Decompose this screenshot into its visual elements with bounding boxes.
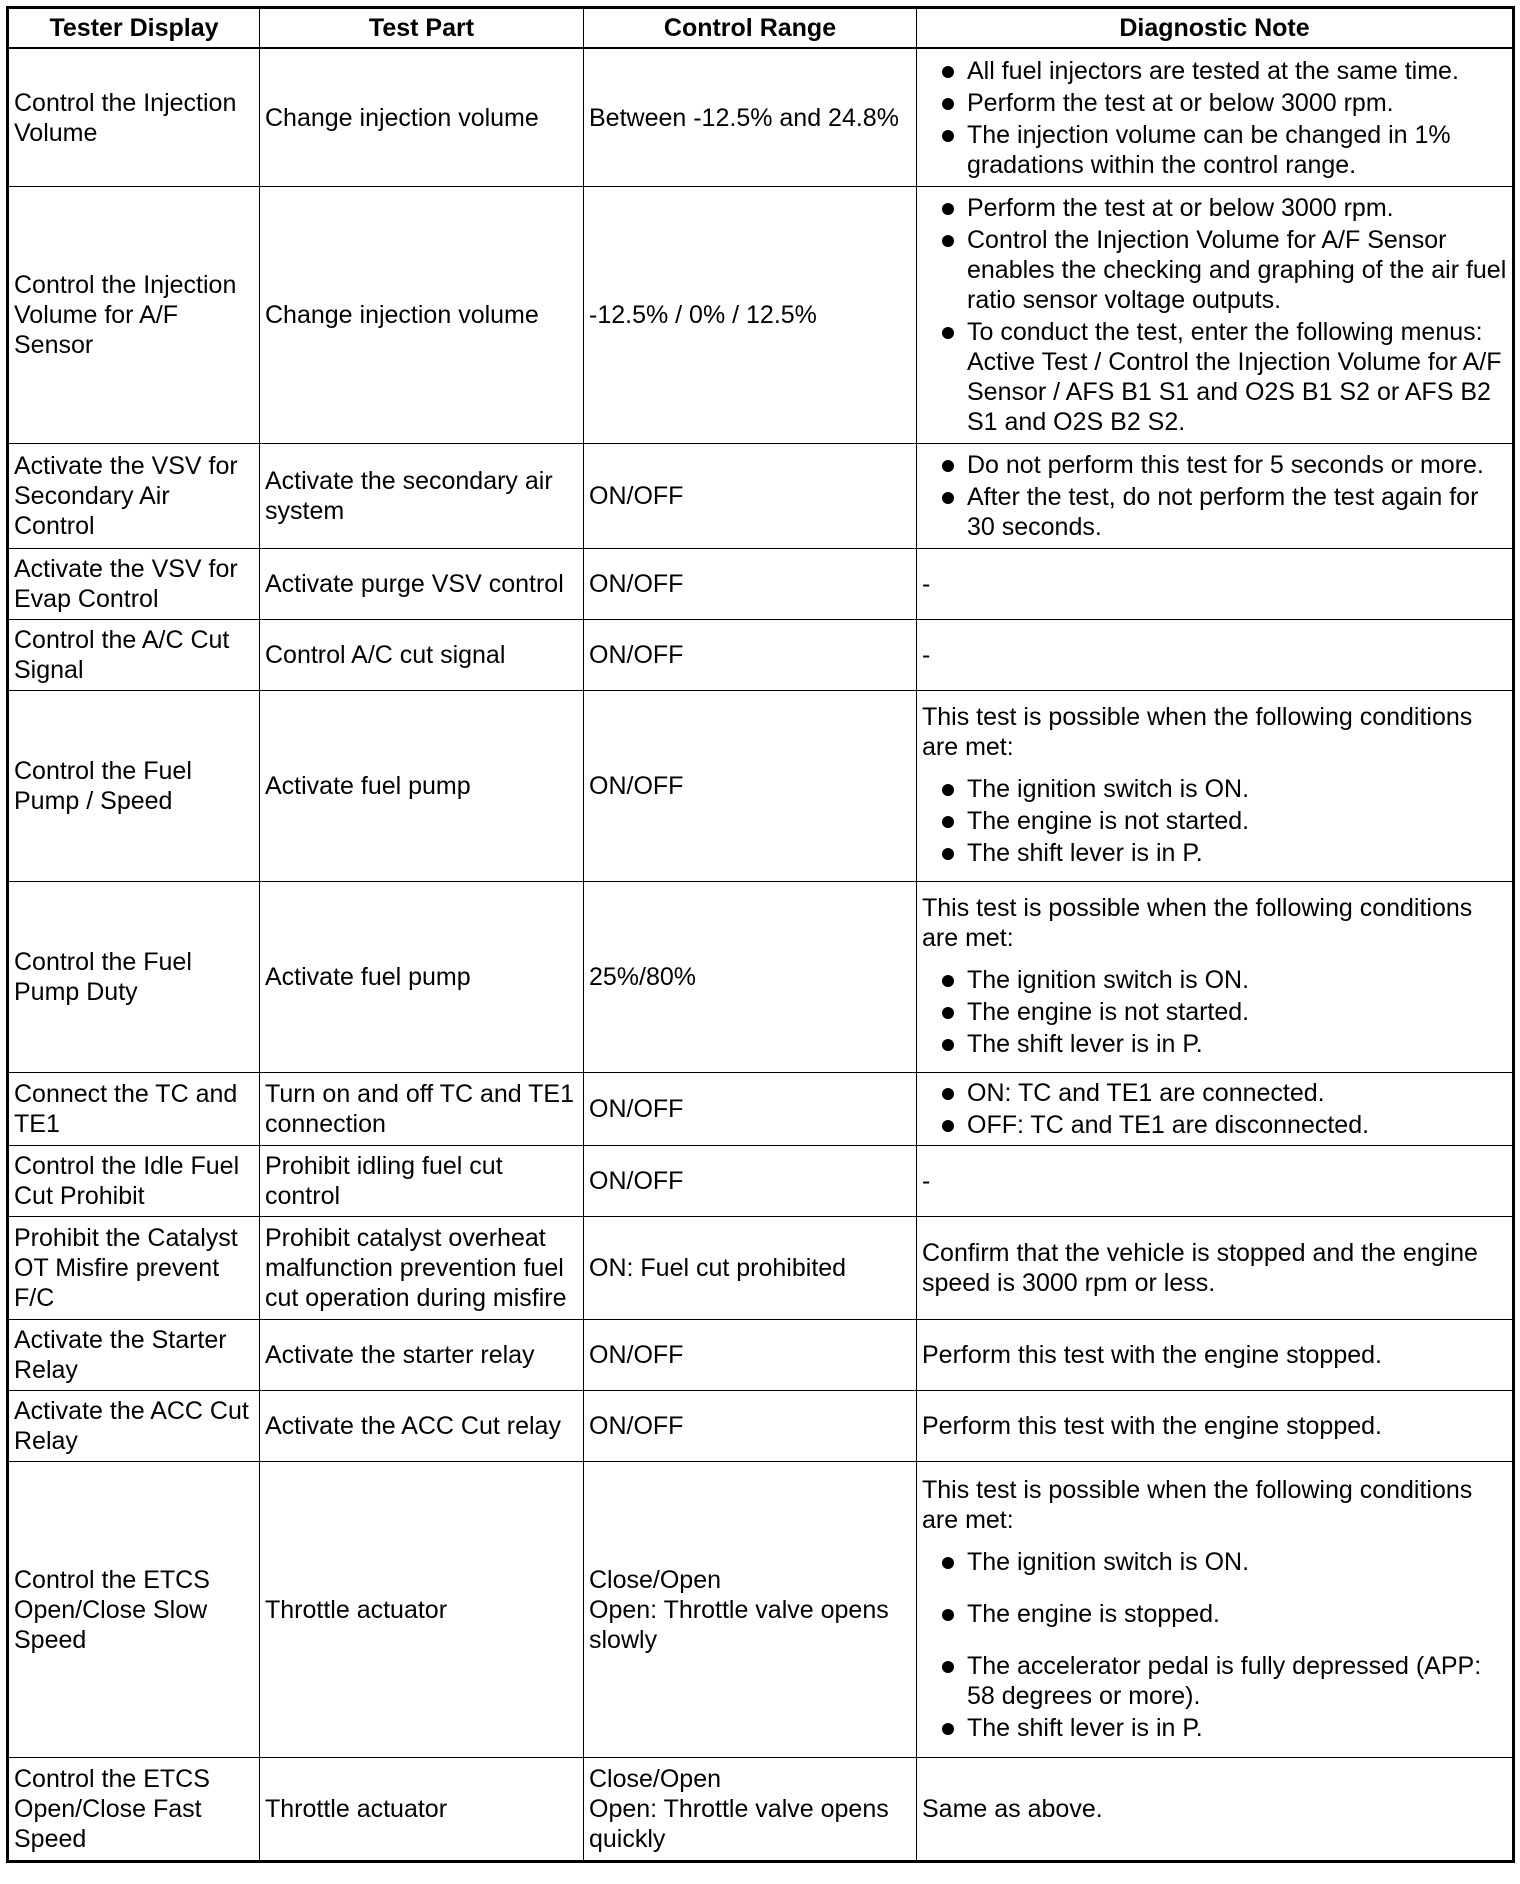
bullet-icon [942,1557,954,1569]
note-text: OFF: TC and TE1 are disconnected. [967,1111,1370,1139]
tester-display-cell: Control the ETCS Open/Close Slow Speed [8,1462,260,1758]
bullet-icon [942,327,954,339]
note-list [922,450,1507,542]
note-text: The ignition switch is ON. [967,1547,1250,1576]
header-control-range: Control Range [584,8,917,49]
note-item [922,1599,1507,1629]
note-item [922,482,1507,542]
bullet-icon [942,848,954,860]
control-range-cell: Between -12.5% and 24.8% [584,48,917,187]
note-text: To conduct the test, enter the following menus: Active Test / Control the Injection Volume for A/F Sensor / AFS B1 S1 and O2S B1 S2 or AFS B2 S1 and O2S B2 S2. [967,318,1502,436]
control-range-cell: ON/OFF [584,549,917,620]
tester-display-cell: Activate the Starter Relay [8,1320,260,1391]
test-part-cell: Prohibit idling fuel cut control [260,1146,584,1217]
note-text: The accelerator pedal is fully depressed (APP: 58 degrees or more). [967,1651,1482,1710]
diagnostic-note-cell: Perform this test with the engine stopped. [917,1320,1514,1391]
header-tester-display: Tester Display [8,8,260,49]
table-row [8,1320,1514,1391]
note-item [922,838,1507,868]
note-item [922,225,1507,315]
test-part-cell: Activate the starter relay [260,1320,584,1391]
note-item [922,997,1507,1027]
note-text: The engine is not started. [967,998,1250,1026]
tester-display-cell: Control the ETCS Open/Close Fast Speed [8,1758,260,1862]
test-part-cell: Activate purge VSV control [260,549,584,620]
diagnostic-note-cell: Perform this test with the engine stopped. [917,1391,1514,1462]
test-part-cell: Activate fuel pump [260,691,584,882]
control-range-line: Close/Open [589,1565,722,1594]
table-row [8,882,1514,1073]
bullet-icon [942,1120,954,1132]
bullet-icon [942,784,954,796]
diagnostic-note-cell: Same as above. [917,1758,1514,1862]
note-item [922,1078,1507,1108]
note-item [922,56,1507,86]
test-part-cell: Throttle actuator [260,1462,584,1758]
note-text: All fuel injectors are tested at the same time. [967,56,1459,85]
note-text: The engine is not started. [967,807,1250,835]
note-item [922,1110,1507,1140]
control-range-cell: ON: Fuel cut prohibited [584,1217,917,1320]
control-range-line: Open: Throttle valve opens slowly [589,1595,889,1654]
control-range-cell: 25%/80% [584,882,917,1073]
bullet-icon [942,98,954,110]
bullet-icon [942,975,954,987]
conditions-intro: This test is possible when the following conditions are met: [922,894,1473,952]
note-text: After the test, do not perform the test again for 30 seconds. [967,483,1479,541]
note-text: The shift lever is in P. [967,1713,1203,1742]
note-text: Control the Injection Volume for A/F Sensor enables the checking and graphing of the air fuel ratio sensor voltage outputs. [967,226,1507,314]
note-text: The shift lever is in P. [967,1030,1203,1058]
bullet-icon [942,460,954,472]
control-range-cell: ON/OFF [584,1320,917,1391]
bullet-icon [942,1088,954,1100]
note-item [922,88,1507,118]
table-row [8,620,1514,691]
bullet-icon [942,492,954,504]
diagnostic-note-cell [917,1462,1514,1758]
control-range-cell: ON/OFF [584,1146,917,1217]
table-row [8,1217,1514,1320]
table-row [8,444,1514,549]
bullet-icon [942,130,954,142]
control-range-cell [584,1758,917,1862]
note-text: Perform the test at or below 3000 rpm. [967,194,1394,222]
diagnostic-table-sheet [6,6,1512,1863]
bullet-icon [942,203,954,215]
diagnostic-note-cell [917,48,1514,187]
note-list [922,193,1507,437]
test-part-cell: Activate the secondary air system [260,444,584,549]
note-item [922,1029,1507,1059]
header-row [8,8,1514,49]
header-test-part: Test Part [260,8,584,49]
header-diagnostic-note: Diagnostic Note [917,8,1514,49]
note-item [922,965,1507,995]
control-range-cell: ON/OFF [584,691,917,882]
note-list [922,56,1507,180]
tester-display-cell: Activate the ACC Cut Relay [8,1391,260,1462]
active-test-table [6,6,1515,1863]
bullet-icon [942,1609,954,1621]
tester-display-cell: Control the Fuel Pump Duty [8,882,260,1073]
note-list [922,1078,1507,1140]
note-item [922,120,1507,180]
diagnostic-note-cell: - [917,1146,1514,1217]
note-item [922,774,1507,804]
test-part-cell: Change injection volume [260,187,584,444]
table-row [8,1073,1514,1146]
table-row [8,187,1514,444]
note-item [922,1713,1507,1743]
note-item [922,317,1507,437]
diagnostic-note-cell [917,691,1514,882]
tester-display-cell: Control the A/C Cut Signal [8,620,260,691]
test-part-cell: Control A/C cut signal [260,620,584,691]
note-text: The ignition switch is ON. [967,966,1250,994]
diagnostic-note-cell: Confirm that the vehicle is stopped and the engine speed is 3000 rpm or less. [917,1217,1514,1320]
bullet-icon [942,816,954,828]
control-range-cell: ON/OFF [584,620,917,691]
table-row [8,691,1514,882]
note-item [922,193,1507,223]
note-item [922,1651,1507,1711]
conditions-intro: This test is possible when the following conditions are met: [922,703,1473,761]
note-text: The shift lever is in P. [967,839,1203,867]
diagnostic-note-cell [917,444,1514,549]
tester-display-cell: Control the Injection Volume for A/F Sensor [8,187,260,444]
test-part-cell: Activate the ACC Cut relay [260,1391,584,1462]
note-text: The engine is stopped. [967,1599,1220,1628]
note-text: Do not perform this test for 5 seconds or more. [967,451,1484,479]
bullet-icon [942,1039,954,1051]
control-range-line: Close/Open [589,1765,722,1793]
tester-display-cell: Activate the VSV for Secondary Air Control [8,444,260,549]
bullet-icon [942,1723,954,1735]
note-item [922,450,1507,480]
tester-display-cell: Control the Injection Volume [8,48,260,187]
table-row [8,1758,1514,1862]
tester-display-cell: Control the Idle Fuel Cut Prohibit [8,1146,260,1217]
note-item [922,806,1507,836]
note-text: Perform the test at or below 3000 rpm. [967,88,1394,117]
tester-display-cell: Activate the VSV for Evap Control [8,549,260,620]
table-row [8,48,1514,187]
test-part-cell: Change injection volume [260,48,584,187]
table-row [8,1462,1514,1758]
diagnostic-note-cell: - [917,549,1514,620]
diagnostic-note-cell: - [917,620,1514,691]
note-list [922,1547,1507,1743]
test-part-cell: Throttle actuator [260,1758,584,1862]
test-part-cell: Turn on and off TC and TE1 connection [260,1073,584,1146]
control-range-cell [584,1462,917,1758]
diagnostic-note-cell [917,882,1514,1073]
control-range-cell: ON/OFF [584,444,917,549]
conditions-intro: This test is possible when the following conditions are met: [922,1475,1473,1534]
note-text: The ignition switch is ON. [967,775,1250,803]
note-list [922,965,1507,1059]
tester-display-cell: Control the Fuel Pump / Speed [8,691,260,882]
table-row [8,1391,1514,1462]
test-part-cell: Prohibit catalyst overheat malfunction prevention fuel cut operation during misfire [260,1217,584,1320]
note-text: The injection volume can be changed in 1% gradations within the control range. [967,120,1451,179]
bullet-icon [942,1661,954,1673]
diagnostic-note-cell [917,187,1514,444]
tester-display-cell: Connect the TC and TE1 [8,1073,260,1146]
control-range-cell: ON/OFF [584,1391,917,1462]
bullet-icon [942,235,954,247]
tester-display-cell: Prohibit the Catalyst OT Misfire prevent F/C [8,1217,260,1320]
control-range-line: Open: Throttle valve opens quickly [589,1795,889,1853]
note-list [922,774,1507,868]
control-range-cell: -12.5% / 0% / 12.5% [584,187,917,444]
table-row [8,549,1514,620]
note-text: ON: TC and TE1 are connected. [967,1079,1325,1107]
table-row [8,1146,1514,1217]
test-part-cell: Activate fuel pump [260,882,584,1073]
note-item [922,1547,1507,1577]
control-range-cell: ON/OFF [584,1073,917,1146]
bullet-icon [942,66,954,78]
diagnostic-note-cell [917,1073,1514,1146]
bullet-icon [942,1007,954,1019]
